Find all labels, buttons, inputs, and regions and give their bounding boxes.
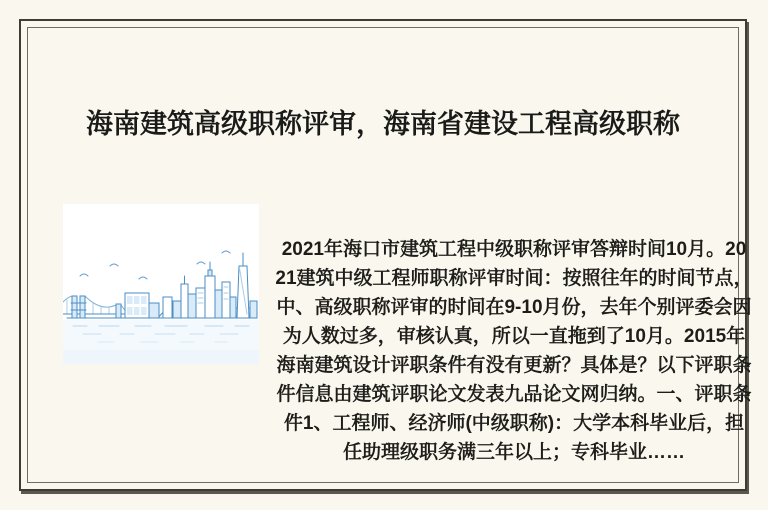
article-body [273,235,755,467]
article-line: 海南建筑设计评职条件有没有更新？具体是？以下评职条 [276,355,752,376]
article-line: 件信息由建筑评职论文发表九品论文网归纳。一、评职条 [276,384,752,405]
article-line: 2021年海口市建筑工程中级职称评审答辩时间10月。20 [281,239,747,260]
illustration-card [63,204,259,364]
article-line: 21建筑中级工程师职称评审时间：按照往年的时间节点， [275,268,753,289]
page-title: 海南建筑高级职称评审，海南省建设工程高级职称 [86,109,680,139]
article-line: 任助理级职务满三年以上；专科毕业…… [342,442,685,463]
article-line: 为人数过多，审核认真，所以一直拖到了10月。2015年 [282,326,746,347]
city-skyline-illustration-icon [63,204,259,364]
framed-article-card [19,19,753,491]
article-line: 中、高级职称评审的时间在9-10月份，去年个别评委会因 [276,297,752,318]
article-line: 件1、工程师、经济师(中级职称)：大学本科毕业后，担 [283,413,745,434]
